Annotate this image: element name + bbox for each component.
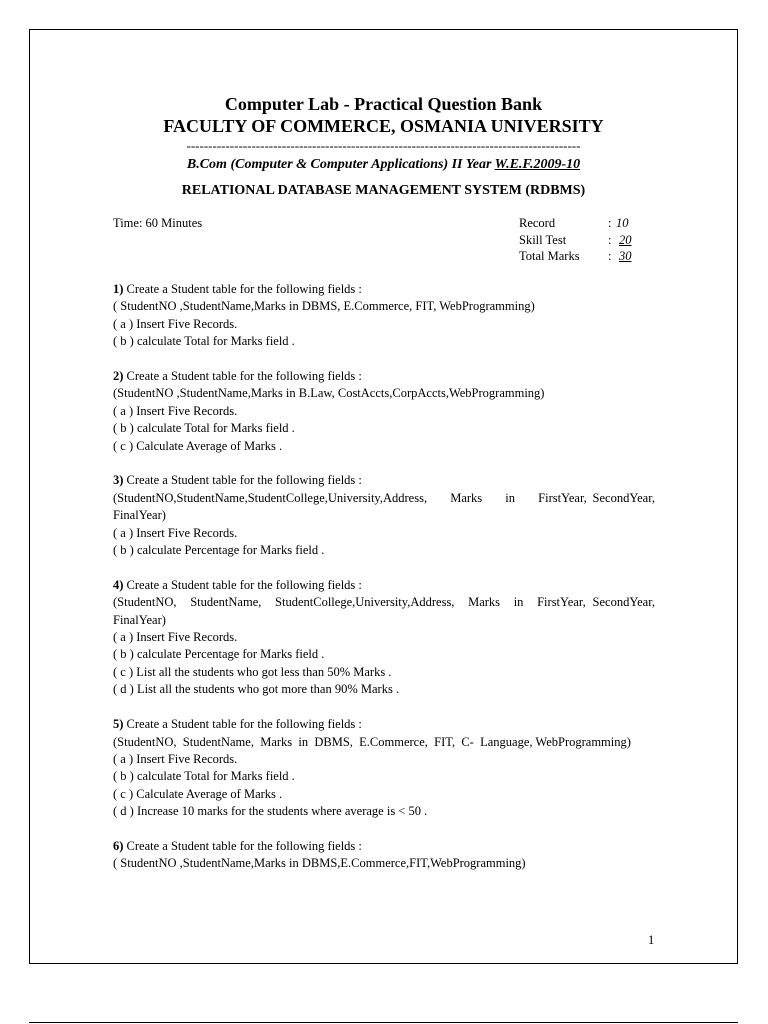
course-name: B.Com (Computer & Computer Applications) II Year — [186, 157, 495, 172]
question-2 — [113, 368, 655, 455]
page-number: 1 — [648, 933, 655, 947]
question-intro: Create a Student table for the following fields : — [123, 282, 362, 296]
question-1 — [113, 281, 655, 351]
record-label: Record — [519, 216, 556, 230]
colon: : — [608, 249, 612, 263]
record-row — [519, 215, 640, 232]
skill-value: 20 — [619, 232, 632, 247]
question-3 — [113, 472, 659, 559]
question-number: 5) — [113, 717, 124, 732]
question-fields: (StudentNO, StudentName, StudentCollege,University,Address, Marks in FirstYear, SecondYear, FinalYear) — [113, 595, 659, 627]
question-intro: Create a Student table for the following fields : — [123, 577, 362, 592]
exam-time: Time: 60 Minutes — [113, 216, 203, 230]
question-fields: (StudentNO, StudentName, Marks in DBMS, E.Commerce, FIT, C- Language, WebProgramming) — [113, 734, 631, 749]
question-number: 6) — [113, 838, 124, 853]
question-intro: Create a Student table for the following fields : — [123, 838, 362, 853]
document-page — [29, 29, 738, 964]
question-item: ( c ) Calculate Average of Marks . — [113, 786, 283, 801]
question-item: ( a ) Insert Five Records. — [113, 403, 238, 418]
subject-heading: RELATIONAL DATABASE MANAGEMENT SYSTEM (RDBMS) — [181, 183, 586, 198]
colon: : — [608, 232, 612, 247]
question-item: ( b ) calculate Total for Marks field . — [113, 769, 295, 784]
question-number: 4) — [113, 577, 124, 592]
title-divider: ------------------------------------------------------------------------------------------- — [186, 138, 581, 153]
next-page-edge — [29, 1022, 738, 1023]
question-item: ( a ) Insert Five Records. — [113, 525, 238, 540]
question-fields: (StudentNO ,StudentName,Marks in B.Law, CostAccts,CorpAccts,WebProgramming) — [113, 386, 545, 401]
question-item: ( b ) calculate Total for Marks field . — [113, 334, 295, 349]
skill-label: Skill Test — [519, 232, 567, 247]
wef-year: W.E.F.2009-10 — [494, 157, 581, 172]
question-number: 3) — [113, 473, 124, 488]
question-intro: Create a Student table for the following fields : — [123, 369, 362, 384]
question-item: ( a ) Insert Five Records. — [113, 630, 238, 645]
question-5 — [113, 716, 655, 820]
colon: : — [608, 216, 612, 230]
question-intro: Create a Student table for the following fields : — [123, 473, 362, 488]
question-number: 2) — [113, 369, 124, 384]
question-list — [113, 281, 659, 890]
question-item: ( d ) Increase 10 marks for the students where average is < 50 . — [113, 804, 428, 819]
course-subtitle — [30, 157, 737, 173]
question-4 — [113, 577, 659, 699]
skill-row — [519, 232, 640, 249]
record-value: 10 — [616, 216, 629, 230]
question-intro: Create a Student table for the following fields : — [123, 717, 362, 732]
total-label: Total Marks — [519, 249, 580, 263]
question-item: ( b ) calculate Percentage for Marks field . — [113, 647, 325, 662]
question-6 — [113, 838, 655, 873]
question-item: ( b ) calculate Total for Marks field . — [113, 421, 295, 436]
question-fields: ( StudentNO ,StudentName,Marks in DBMS, E.Commerce, FIT, WebProgramming) — [113, 299, 535, 314]
question-fields: (StudentNO,StudentName,StudentCollege,University,Address, Marks in FirstYear, SecondYear, FinalYear) — [113, 490, 659, 523]
document-title: Computer Lab - Practical Question Bank — [224, 94, 543, 114]
question-number: 1) — [113, 282, 124, 296]
question-item: ( b ) calculate Percentage for Marks field . — [113, 543, 325, 558]
total-value: 30 — [619, 249, 632, 263]
question-item: ( c ) Calculate Average of Marks . — [113, 438, 283, 453]
marks-table — [519, 215, 640, 265]
question-item: ( a ) Insert Five Records. — [113, 751, 238, 766]
question-item: ( d ) List all the students who got more than 90% Marks . — [113, 682, 400, 697]
question-item: ( a ) Insert Five Records. — [113, 316, 238, 331]
faculty-title: FACULTY OF COMMERCE, OSMANIA UNIVERSITY — [163, 116, 604, 136]
question-fields: ( StudentNO ,StudentName,Marks in DBMS,E.Commerce,FIT,WebProgramming) — [113, 856, 526, 871]
total-row — [519, 248, 640, 265]
question-item: ( c ) List all the students who got less than 50% Marks . — [113, 664, 392, 679]
